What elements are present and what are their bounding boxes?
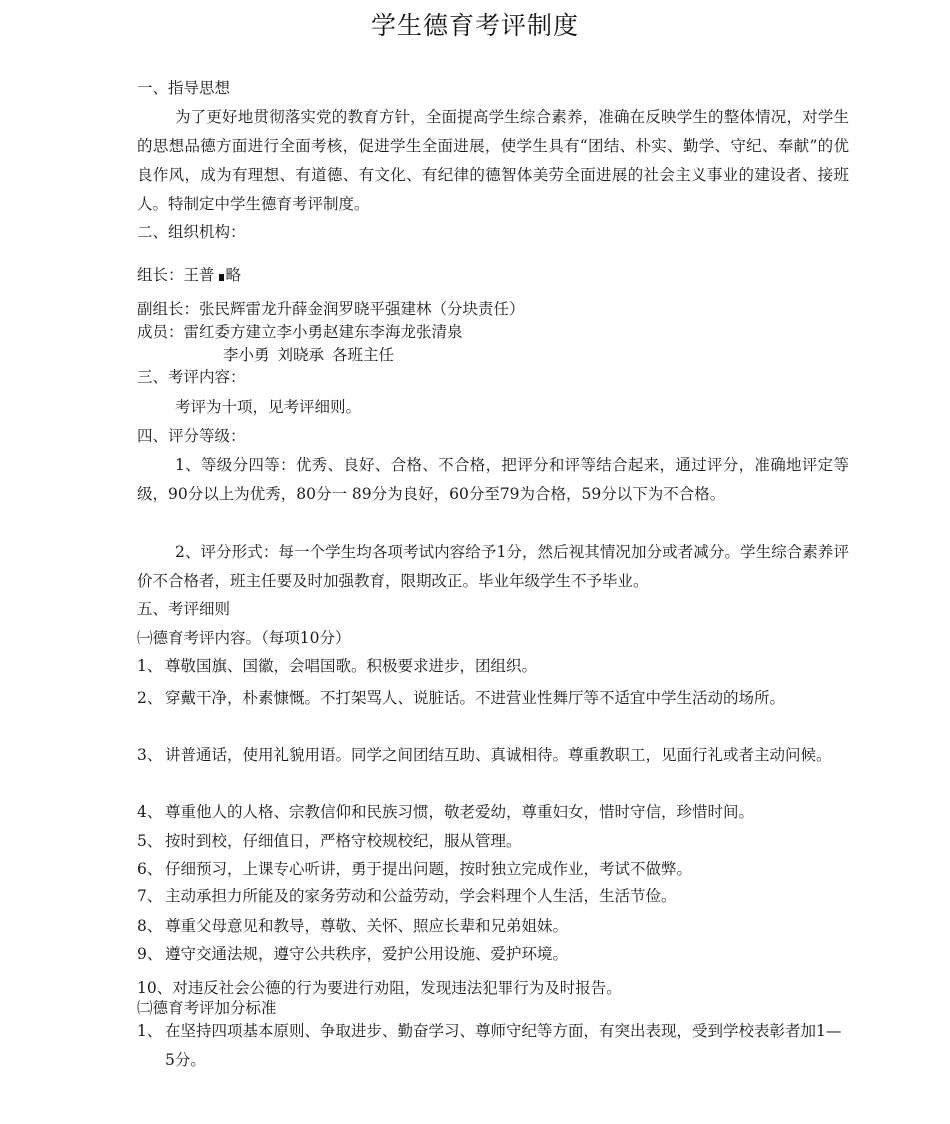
section-heading-evaluation-content: 三、考评内容： <box>137 368 246 386</box>
list-item-number: 8、 <box>137 917 163 935</box>
list-item-number: 6、 <box>137 860 163 878</box>
list-item <box>137 855 849 884</box>
list-item-text: 按时到校，仔细值日，严格守校规校纪，服从管理。 <box>165 832 522 850</box>
list-item-text: 讲普通话，使用礼貌用语。同学之间团结互助、真诚相待。尊重教职工，见面行礼或者主动问候。 <box>165 746 832 764</box>
leader-line <box>137 265 241 285</box>
list-item-text: 主动承担力所能及的家务劳动和公益劳动，学会料理个人生活，生活节俭。 <box>165 887 677 905</box>
list-item <box>137 827 849 856</box>
member-name: 李小勇 <box>223 346 270 364</box>
section-heading-organization: 二、组织机构： <box>137 223 246 241</box>
list-item <box>137 684 849 713</box>
list-item-number: 9、 <box>137 945 163 963</box>
members-continuation <box>223 345 394 365</box>
list-item-text: 对违反社会公德的行为要进行劝阻，发现违法犯罪行为及时报告。 <box>172 979 622 997</box>
list-item-number: 10、 <box>137 979 173 997</box>
list-item-text: 在坚持四项基本原则、争取进步、勤奋学习、尊师守纪等方面，有突出表现，受到学校表彰者加1—5分。 <box>165 1022 842 1069</box>
evaluation-content-text: 考评为十项，见考评细则。 <box>175 398 362 416</box>
subsection-heading-content: ㈠德育考评内容。（每项10分） <box>137 629 351 647</box>
ink-mark <box>219 274 224 281</box>
members-line: 成员：雷红委方建立李小勇赵建东李海龙张清泉 <box>137 323 463 341</box>
leader-name: 组长：王普 <box>137 266 215 284</box>
list-item-number: 4、 <box>137 803 163 821</box>
list-item-number: 7、 <box>137 887 163 905</box>
list-item-text: 仔细预习，上课专心听讲，勇于提出问题，按时独立完成作业，考试不做弊。 <box>165 860 693 878</box>
list-item-text: 穿戴干净，朴素慷慨。不打架骂人、说脏话。不进营业性舞厅等不适宜中学生活动的场所。 <box>165 689 786 707</box>
deputy-leaders-line: 副组长：张民辉雷龙升薛金润罗晓平强建林（分块责任） <box>137 300 525 318</box>
list-item <box>137 798 849 827</box>
subsection-heading-bonus: ㈡德育考评加分标准 <box>137 999 277 1017</box>
section-heading-grading: 四、评分等级： <box>137 427 246 445</box>
list-item-text: 遵守交通法规，遵守公共秩序，爱护公用设施、爱护环境。 <box>165 945 569 963</box>
list-item <box>137 912 849 941</box>
list-item-number: 1、 <box>137 657 163 675</box>
member-name: 各班主任 <box>332 346 395 364</box>
section-heading-guiding-ideology: 一、指导思想 <box>137 79 231 97</box>
list-item <box>137 652 849 681</box>
grading-paragraph-1: 1、等级分四等：优秀、良好、合格、不合格，把评分和评等结合起来，通过评分，准确地评定等级，90分以上为优秀，80分一 89分为良好，60分至79为合格，59分以下为不合格。 <box>137 456 849 503</box>
guiding-ideology-paragraph: 为了更好地贯彻落实党的教育方针，全面提高学生综合素养，准确在反映学生的整体情况，对学生的思想品德方面进行全面考核，促进学生全面进展，使学生具有“团结、朴实、勤学、守纪、奉献”的优良作风，成为有理想、有道德、有文化、有纪律的德智体美劳全面进展的社会主义事业的建设者、接班人。特制定中学生德育考评制度。 <box>137 108 849 213</box>
list-item <box>137 1017 849 1075</box>
list-item-number: 3、 <box>137 746 163 764</box>
list-item-text: 尊重他人的人格、宗教信仰和民族习惯，敬老爱幼，尊重妇女，惜时守信，珍惜时间。 <box>165 803 755 821</box>
leader-suffix: 略 <box>225 266 242 284</box>
list-item <box>137 978 622 998</box>
list-item-text: 尊敬国旗、国徽，会唱国歌。积极要求进步，团组织。 <box>165 657 538 675</box>
page-title: 学生德育考评制度 <box>370 11 579 40</box>
list-item-number: 5、 <box>137 832 163 850</box>
section-heading-rules: 五、考评细则 <box>137 600 231 618</box>
list-item-number: 1、 <box>137 1022 163 1040</box>
list-item-number: 2、 <box>137 689 163 707</box>
list-item <box>137 882 849 911</box>
member-name: 刘晓承 <box>277 346 325 364</box>
list-item-text: 尊重父母意见和教导，尊敬、关怀、照应长辈和兄弟姐妹。 <box>165 917 569 935</box>
grading-paragraph-2: 2、评分形式：每一个学生均各项考试内容给予1分，然后视其情况加分或者减分。学生综合素养评价不合格者，班主任要及时加强教育，限期改正。毕业年级学生不予毕业。 <box>137 543 849 590</box>
list-item <box>137 741 849 770</box>
list-item <box>137 940 849 969</box>
